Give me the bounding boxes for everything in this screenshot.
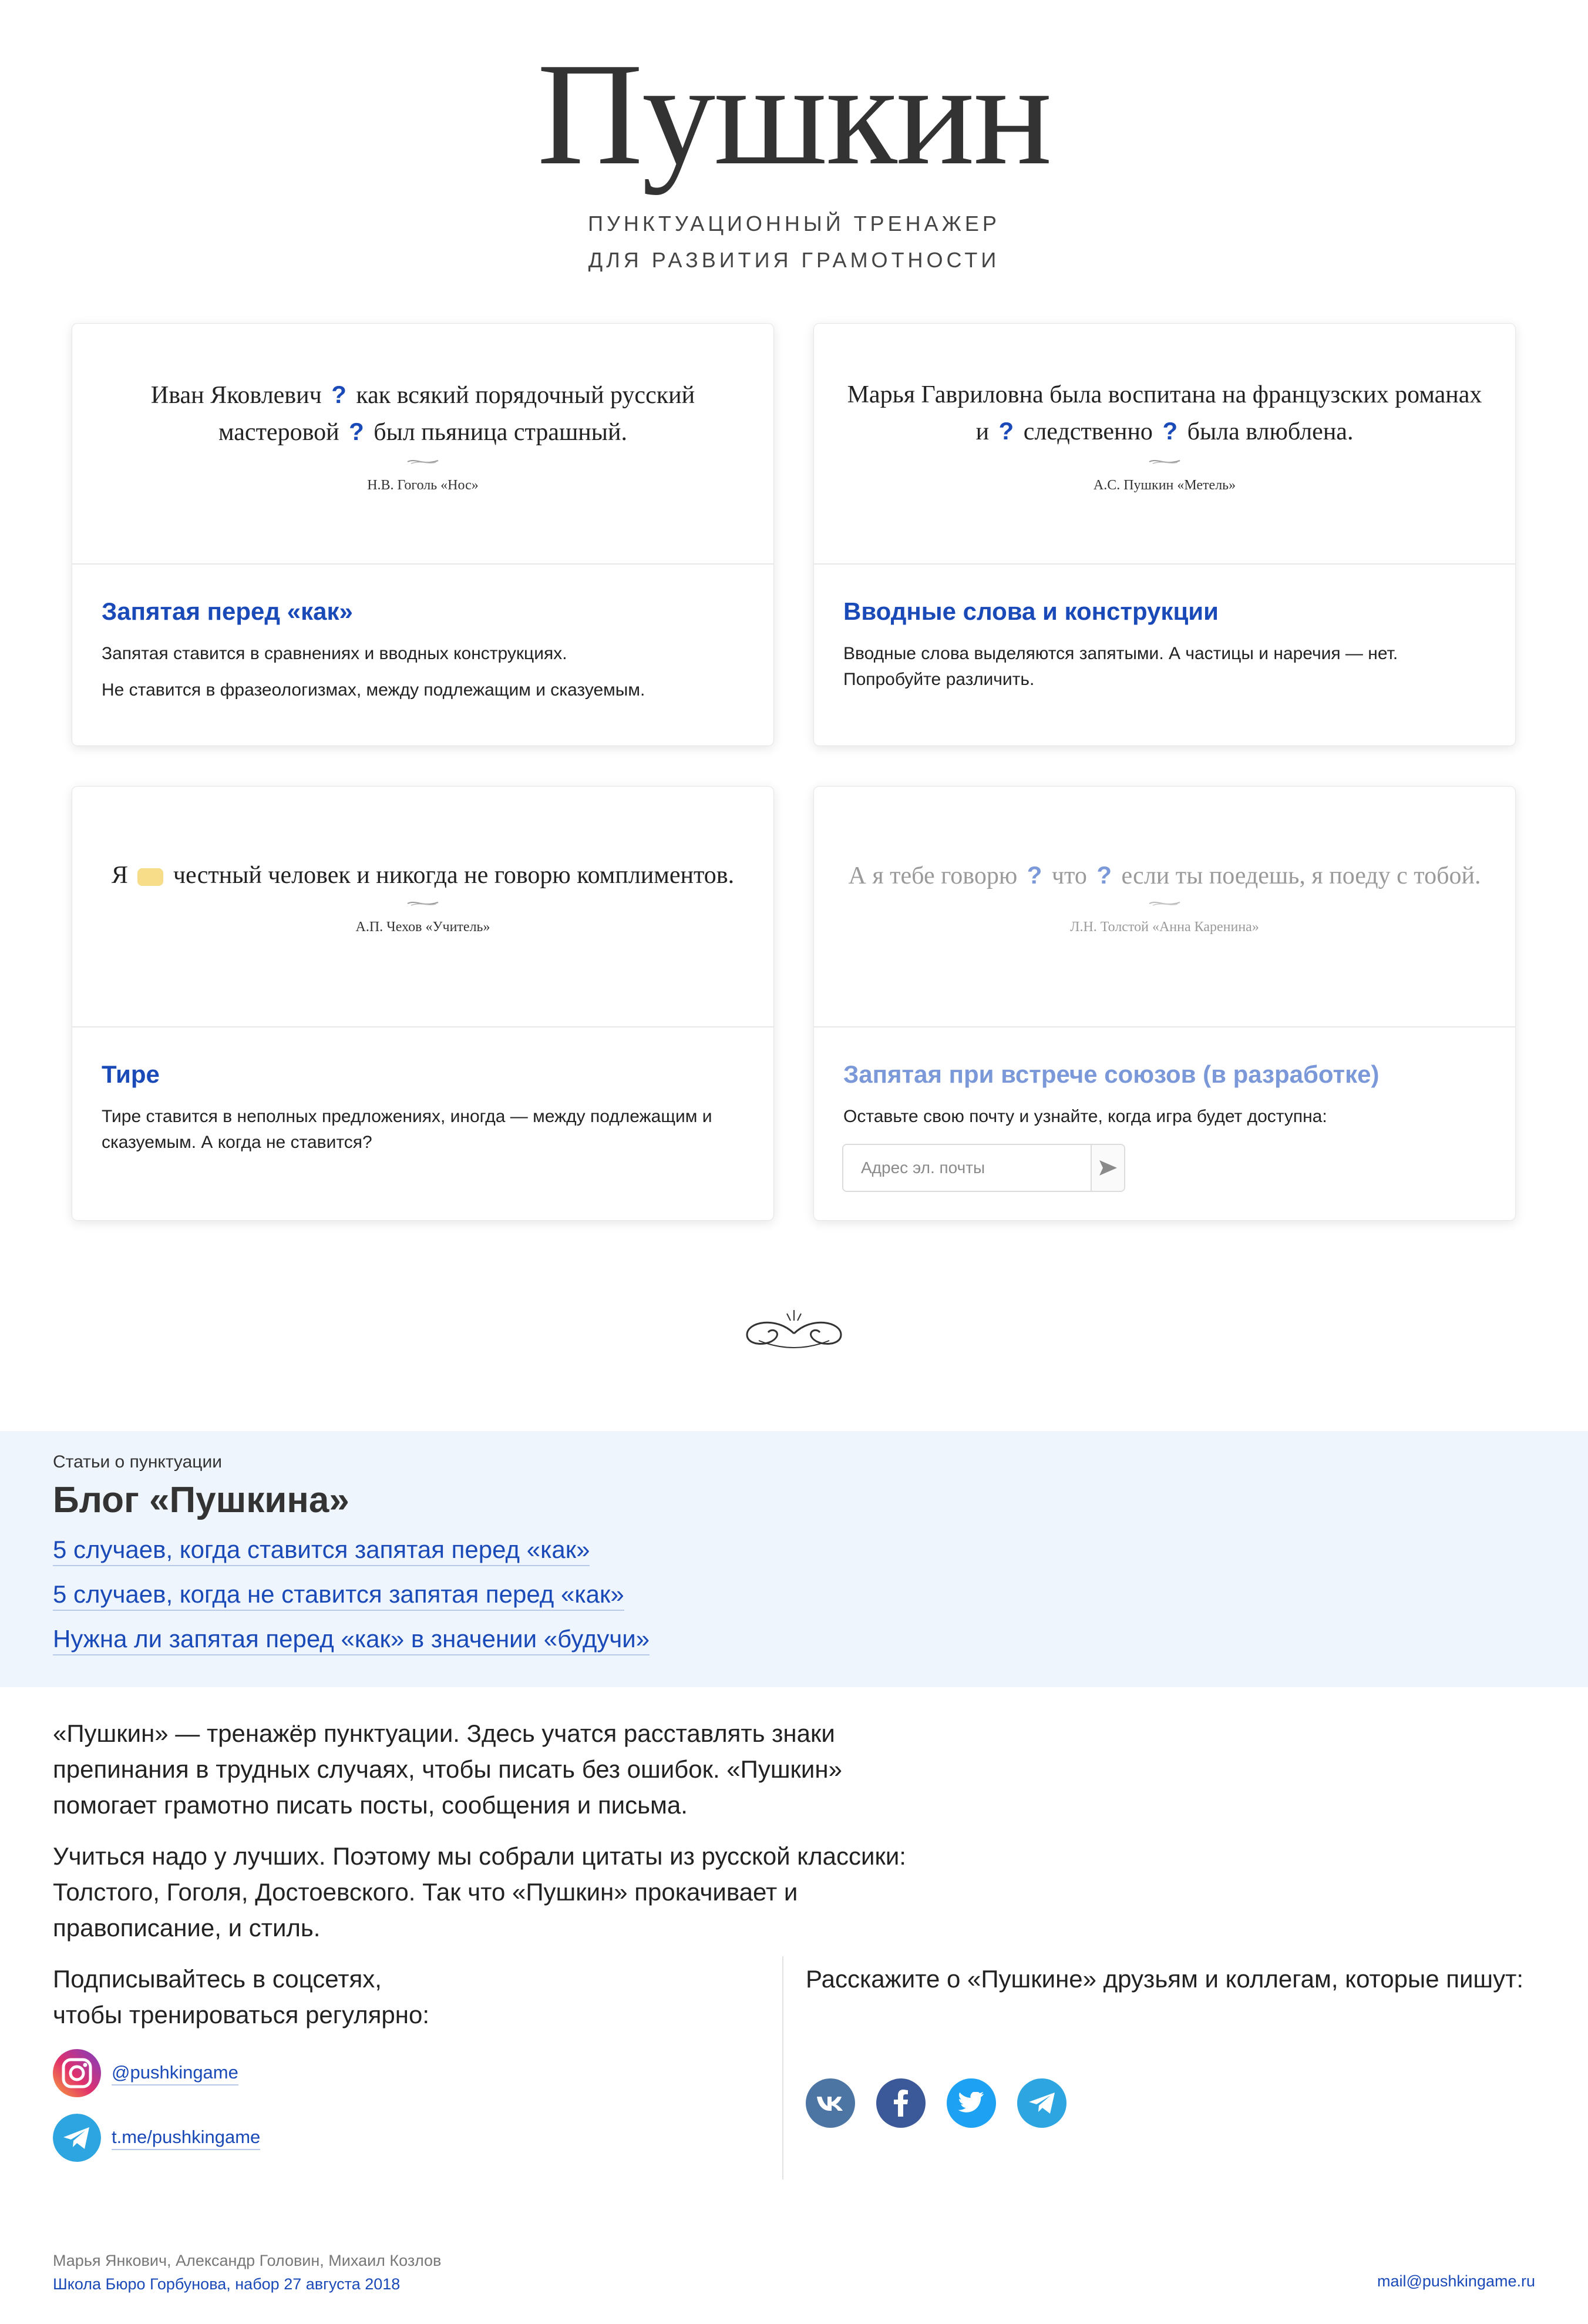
- footer-email-link[interactable]: mail@pushkingame.ru: [1377, 2272, 1535, 2290]
- about-text: [53, 1715, 946, 1961]
- logo[interactable]: Пушкин: [537, 33, 1051, 196]
- footer-authors: Марья Янкович, Александр Головин, Михаил Козлов: [53, 2252, 442, 2269]
- flourish-icon: [1147, 456, 1182, 467]
- quote-fragment: следственно: [1023, 418, 1153, 445]
- share-buttons: [806, 2078, 1088, 2128]
- card-description: [843, 1104, 1492, 1140]
- punctuation-slot[interactable]: ?: [998, 417, 1014, 445]
- blog-link[interactable]: 5 случаев, когда ставится запятая перед «как»: [53, 1534, 590, 1566]
- quote-fragment: Я: [111, 862, 128, 889]
- blog-link[interactable]: Нужна ли запятая перед «как» в значении «будучи»: [53, 1624, 650, 1655]
- quote-fragment: что: [1051, 862, 1087, 889]
- ornament-icon: [735, 1304, 853, 1357]
- flourish-icon: [1147, 898, 1182, 909]
- quote-attribution: Л.Н. Толстой «Анна Каренина»: [1070, 919, 1259, 935]
- card-description: [843, 641, 1492, 703]
- send-icon: [1098, 1159, 1118, 1177]
- card-intro-words[interactable]: [813, 323, 1516, 746]
- blog-link[interactable]: 5 случаев, когда не ставится запятая перед «как»: [53, 1579, 624, 1611]
- card-quote: [814, 787, 1515, 1027]
- subtitle-line: ПУНКТУАЦИОННЫЙ ТРЕНАЖЕР: [588, 211, 1000, 236]
- vk-icon: [816, 2094, 845, 2112]
- card-conjunctions-dev: [813, 786, 1516, 1221]
- flourish-icon: [405, 898, 440, 909]
- twitter-share-button[interactable]: [947, 2078, 996, 2128]
- subscribe-line: Подписывайтесь в соцсетях,: [53, 1965, 382, 1993]
- instagram-row: [53, 2049, 238, 2097]
- punctuation-slot: ?: [1027, 861, 1042, 889]
- description-line: Не ставится в фразеологизмах, между подлежащим и сказуемым.: [102, 680, 645, 700]
- instagram-icon[interactable]: [53, 2049, 101, 2097]
- about-paragraph: «Пушкин» — тренажёр пунктуации. Здесь учатся расставлять знаки препинания в трудных случаях, чтобы писать без ошибок. «Пушкин» помогает грамотно писать посты, сообщения и письма.: [53, 1720, 842, 1819]
- quote-text: [837, 857, 1492, 894]
- description-line: Тире ставится в неполных предложениях, иногда — между подлежащим и сказуемым. А когда не ставится?: [102, 1107, 712, 1152]
- quote-fragment: и: [975, 418, 990, 445]
- quote-text: [837, 377, 1492, 450]
- quote-attribution: Н.В. Гоголь «Нос»: [367, 478, 479, 493]
- footer-school-link[interactable]: Школа Бюро Горбунова, набор 27 августа 2018: [53, 2275, 401, 2293]
- quote-fragment: как всякий порядочный русский: [356, 382, 695, 409]
- punctuation-slot: ?: [1096, 861, 1112, 889]
- card-title[interactable]: Тире: [102, 1060, 160, 1088]
- quote-fragment: честный человек и никогда не говорю комплиментов.: [173, 862, 735, 889]
- share-block: [806, 1961, 1569, 1997]
- subscribe-line: чтобы тренироваться регулярно:: [53, 2001, 429, 2029]
- send-button[interactable]: [1091, 1145, 1124, 1191]
- subtitle: [0, 206, 1588, 278]
- card-comma-kak[interactable]: [72, 323, 774, 746]
- twitter-icon: [958, 2092, 985, 2114]
- card-title[interactable]: Вводные слова и конструкции: [843, 597, 1219, 625]
- blog-kicker: Статьи о пунктуации: [53, 1452, 222, 1472]
- quote-fragment: Иван Яковлевич: [150, 382, 322, 409]
- card-quote: [72, 787, 773, 1027]
- card-quote: [814, 324, 1515, 565]
- facebook-share-button[interactable]: [876, 2078, 926, 2128]
- card-dash[interactable]: [72, 786, 774, 1221]
- subscribe-heading: [53, 1961, 758, 2033]
- quote-text: [96, 857, 750, 894]
- description-line: Вводные слова выделяются запятыми. А частицы и наречия — нет. Попробуйте различить.: [843, 644, 1398, 689]
- telegram-share-button[interactable]: [1017, 2078, 1066, 2128]
- vk-share-button[interactable]: [806, 2078, 855, 2128]
- card-title[interactable]: Запятая перед «как»: [102, 597, 353, 625]
- punctuation-slot[interactable]: ?: [331, 381, 346, 408]
- telegram-icon[interactable]: [53, 2114, 101, 2162]
- quote-fragment: если ты поедешь, я поеду с тобой.: [1121, 862, 1481, 889]
- divider: [782, 1956, 783, 2179]
- flourish-icon: [405, 456, 440, 467]
- subscribe-block: [53, 1961, 758, 2147]
- quote-text: [96, 377, 750, 451]
- quote-fragment: Марья Гавриловна была воспитана на французских романах: [847, 381, 1482, 408]
- telegram-row: [53, 2114, 260, 2162]
- description-line: Запятая ставится в сравнениях и вводных конструкциях.: [102, 644, 567, 663]
- subtitle-line: ДЛЯ РАЗВИТИЯ ГРАМОТНОСТИ: [588, 248, 1000, 272]
- telegram-link[interactable]: t.me/pushkingame: [112, 2125, 260, 2150]
- quote-fragment: была влюблена.: [1187, 418, 1354, 445]
- card-description: [102, 1104, 750, 1166]
- share-heading: Расскажите о «Пушкине» друзьям и коллегам, которые пишут:: [806, 1965, 1524, 1993]
- punctuation-slot[interactable]: ?: [349, 418, 364, 445]
- card-description: [102, 641, 750, 714]
- footer-credits: [53, 2249, 441, 2296]
- email-subscribe-form: [842, 1144, 1125, 1192]
- about-paragraph: Учиться надо у лучших. Поэтому мы собрали цитаты из русской классики: Толстого, Гоголя, Достоевского. Так что «Пушкин» прокачивает и правописание, и стиль.: [53, 1842, 906, 1942]
- quote-fragment: был пьяница страшный.: [374, 419, 627, 446]
- blog-section: [0, 1431, 1588, 1687]
- punctuation-slot[interactable]: ?: [1162, 417, 1178, 445]
- email-input[interactable]: [843, 1145, 1091, 1191]
- header: [0, 0, 1588, 305]
- instagram-link[interactable]: @pushkingame: [112, 2061, 238, 2085]
- quote-fragment: А я тебе говорю: [848, 862, 1018, 889]
- punctuation-slot[interactable]: [137, 868, 163, 886]
- quote-attribution: А.С. Пушкин «Метель»: [1093, 478, 1236, 493]
- card-title: Запятая при встрече союзов (в разработке): [843, 1060, 1380, 1088]
- card-quote: [72, 324, 773, 565]
- telegram-icon: [1028, 2091, 1056, 2115]
- blog-title: Блог «Пушкина»: [53, 1480, 349, 1520]
- description-line: Оставьте свою почту и узнайте, когда игра будет доступна:: [843, 1107, 1327, 1126]
- quote-fragment: мастеровой: [218, 419, 339, 446]
- facebook-icon: [893, 2090, 909, 2117]
- quote-attribution: А.П. Чехов «Учитель»: [355, 919, 490, 935]
